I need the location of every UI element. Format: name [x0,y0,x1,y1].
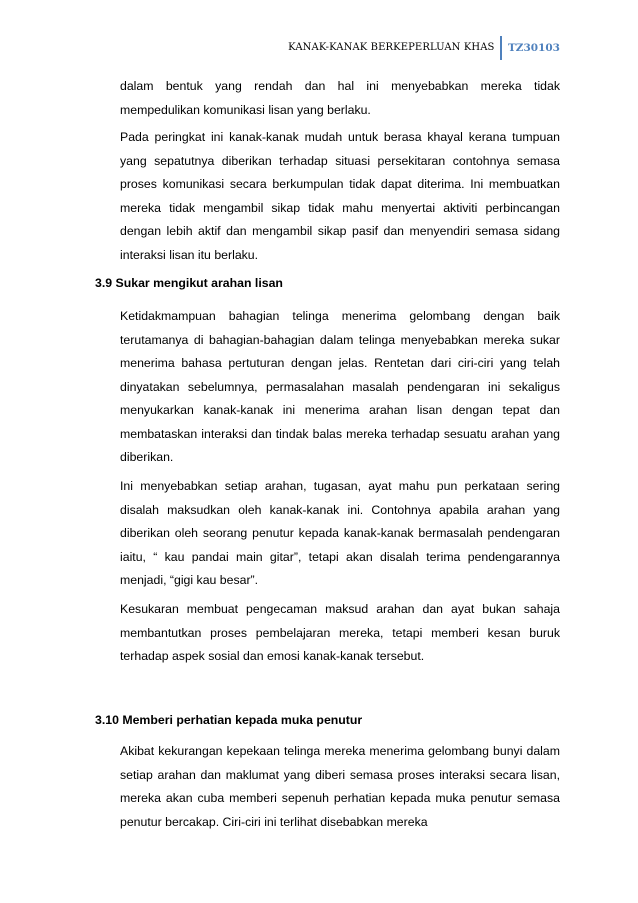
paragraph-daydream: Pada peringkat ini kanak-kanak mudah untuk berasa khayal kerana tumpuan yang sepatutnya diberikan terhadap situasi persekitaran contohnya semasa proses komunikasi secara berkumpulan tidak dapat diterima. Ini membuatkan mereka tidak mengambil sikap tidak mahu menyertai aktiviti perbincangan dengan lebih aktif dan mengambil sikap pasif dan menyendiri semasa sidang interaksi lisan itu berlaku. [120,130,560,262]
section-heading-3-9: 3.9 Sukar mengikut arahan lisan [95,276,283,290]
page-header [288,38,560,58]
section-heading-3-10: 3.10 Memberi perhatian kepada muka penutur [95,713,363,727]
paragraph-face-attention: Akibat kekurangan kepekaan telinga mereka menerima gelombang bunyi dalam setiap arahan dan maklumat yang diberi semasa proses interaksi secara lisan, mereka akan cuba memberi sepenuh perhatian kepada muka penutur semasa penutur bercakap. Ciri-ciri ini terlihat disebabkan mereka [120,744,560,829]
paragraph-recognition-difficulty: Kesukaran membuat pengecaman maksud arahan dan ayat bukan sahaja membantutkan proses pembelajaran mereka, tetapi memberi kesan buruk terhadap aspek sosial dan emosi kanak-kanak tersebut. [120,602,560,663]
paragraph-continuation: dalam bentuk yang rendah dan hal ini menyebabkan mereka tidak mempedulikan komunikasi lisan yang berlaku. [120,79,560,117]
course-code: TZ30103 [507,42,560,54]
paragraph-hearing-inability: Ketidakmampuan bahagian telinga menerima gelombang dengan baik terutamanya di bahagian-bahagian dalam telinga menyebabkan mereka sukar menerima bahasa pertuturan dengan jelas. Rentetan dari ciri-ciri yang telah dinyatakan sebelumnya, permasalahan masalah pendengaran ini sekaligus menyukarkan kanak-kanak ini menerima arahan lisan dengan tepat dan membataskan interaksi dan tindak balas mereka terhadap sesuatu arahan yang diberikan. [120,309,560,464]
paragraph-misunderstanding: Ini menyebabkan setiap arahan, tugasan, ayat mahu pun perkataan sering disalah maksudkan oleh kanak-kanak ini. Contohnya apabila arahan yang diberikan oleh seorang penutur kepada kanak-kanak bermasalah pendengaran iaitu, “ kau pandai main gitar”, tetapi akan disalah terima pendengarannya menjadi, “gigi kau besar”. [120,479,560,587]
document-title: KANAK-KANAK BERKEPERLUAN KHAS [288,42,495,53]
